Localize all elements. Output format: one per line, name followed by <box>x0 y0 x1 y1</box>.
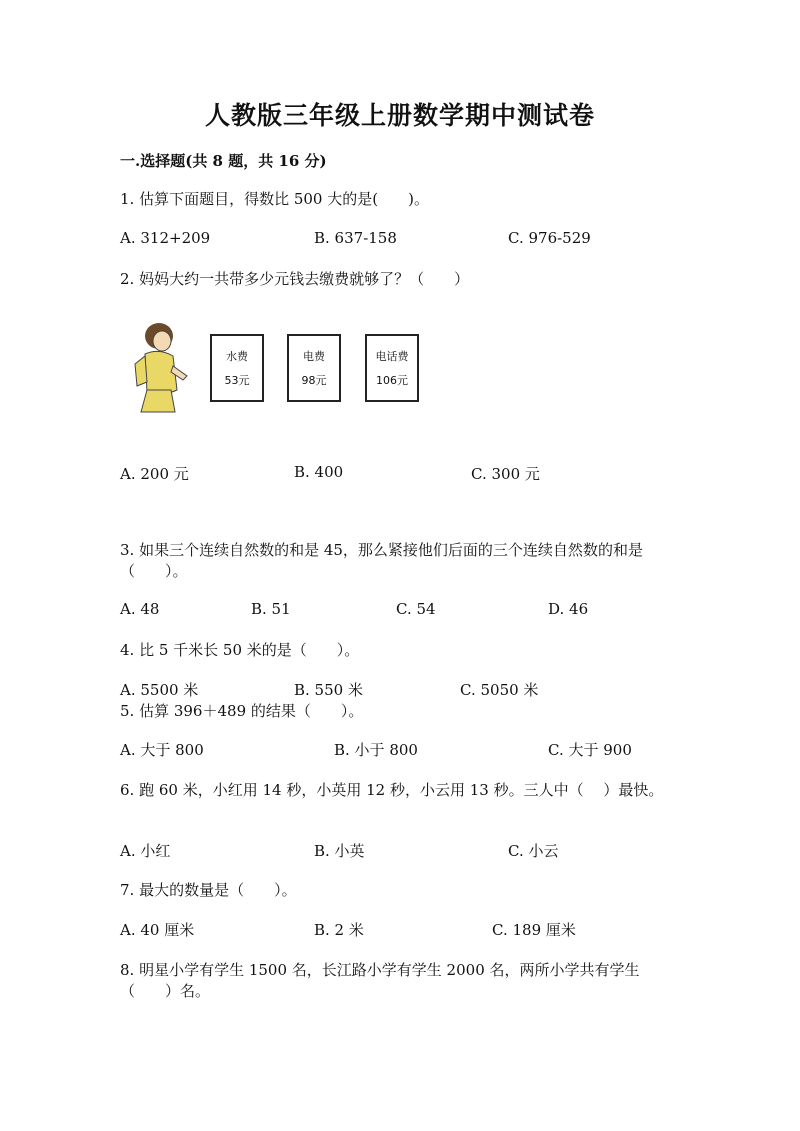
mother-illustration <box>125 320 190 415</box>
bill-water <box>210 334 264 402</box>
question-3: 3. 如果三个连续自然数的和是 45，那么紧接他们后面的三个连续自然数的和是 <box>120 541 643 559</box>
q3-option-a: A. 48 <box>120 600 160 618</box>
bill-electric-amount: 98元 <box>301 374 327 387</box>
bill-phone <box>365 334 419 402</box>
q1-option-a: A. 312+209 <box>120 229 211 247</box>
question-8-cont: （ ）名。 <box>120 982 211 1000</box>
bill-water-amount: 53元 <box>224 374 250 387</box>
q2-option-b: B. 400 <box>294 463 344 481</box>
bill-water-label: 水费 <box>226 350 248 363</box>
bill-phone-amount: 106元 <box>376 374 408 387</box>
question-4: 4. 比 5 千米长 50 米的是（ ）。 <box>120 641 360 659</box>
question-1: 1. 估算下面题目，得数比 500 大的是( )。 <box>120 190 429 208</box>
q3-option-d: D. 46 <box>548 600 589 618</box>
q4-option-a: A. 5500 米 <box>120 681 199 699</box>
bill-electric <box>287 334 341 402</box>
question-5: 5. 估算 396＋489 的结果（ ）。 <box>120 702 364 720</box>
q1-option-c: C. 976-529 <box>508 229 591 247</box>
question-7: 7. 最大的数量是（ ）。 <box>120 881 297 899</box>
q6-option-a: A. 小红 <box>120 842 171 860</box>
q5-option-a: A. 大于 800 <box>120 741 204 759</box>
q4-option-c: C. 5050 米 <box>460 681 539 699</box>
q2-option-a: A. 200 元 <box>120 465 189 483</box>
q1-option-b: B. 637-158 <box>314 229 397 247</box>
q7-option-a: A. 40 厘米 <box>120 921 195 939</box>
q3-option-c: C. 54 <box>396 600 436 618</box>
q2-option-c: C. 300 元 <box>471 465 540 483</box>
question-8: 8. 明星小学有学生 1500 名，长江路小学有学生 2000 名，两所小学共有学生 <box>120 961 640 979</box>
question-6: 6. 跑 60 米，小红用 14 秒，小英用 12 秒，小云用 13 秒。三人中（ ）最快。 <box>120 781 664 799</box>
bill-electric-label: 电费 <box>303 350 325 363</box>
question-3-cont: （ ）。 <box>120 562 188 580</box>
q3-option-b: B. 51 <box>251 600 291 618</box>
q6-option-b: B. 小英 <box>314 842 365 860</box>
q2-figure <box>120 320 440 415</box>
q5-option-b: B. 小于 800 <box>334 741 418 759</box>
q7-option-c: C. 189 厘米 <box>492 921 576 939</box>
q6-option-c: C. 小云 <box>508 842 559 860</box>
page-title: 人教版三年级上册数学期中测试卷 <box>204 101 595 130</box>
q5-option-c: C. 大于 900 <box>548 741 632 759</box>
question-2: 2. 妈妈大约一共带多少元钱去缴费就够了？（ ） <box>120 270 470 288</box>
section-heading: 一.选择题(共 8 题，共 16 分) <box>120 152 327 170</box>
q4-option-b: B. 550 米 <box>294 681 363 699</box>
q7-option-b: B. 2 米 <box>314 921 364 939</box>
bill-phone-label: 电话费 <box>375 350 409 363</box>
